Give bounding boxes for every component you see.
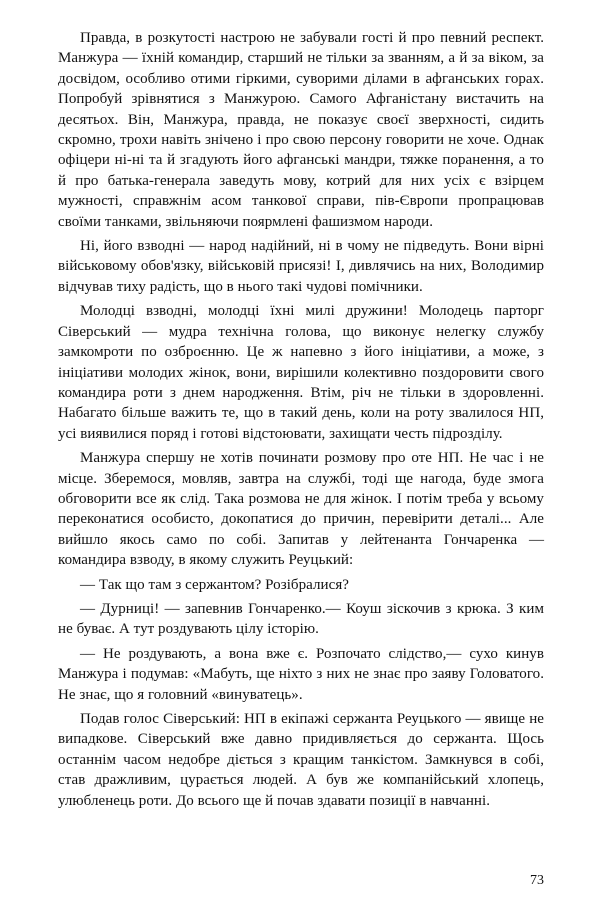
- paragraph: Манжура спершу не хотів починати розмову про оте НП. Не час і не місце. Зберемося, мовляв, завтра на службі, тоді ще нагода, буде змога обговорити все як слід. Така розмова не для жінок. І потім треба у всьому переконатися особисто, докопатися до причин, перевірити деталі... Але вийшло якось само по собі. Запитав у лейтенанта Гончаренка — командира взводу, в якому служить Реуцький:: [58, 450, 544, 569]
- dialogue-line: — Не роздувають, а вона вже є. Розпочато слідство,— сухо кинув Манжура і подумав: «Мабуть, ще ніхто з них не знає про заяву Головатого. Не знає, що я головний «винуватець».: [58, 645, 544, 703]
- paragraph: Правда, в розкутості настрою не забували гості й про певний респект. Манжура — їхній командир, старший не тільки за званням, а й за віком, за досвідом, особливо отими гіркими, суворими ділами в афганських горах. Попробуй зрівнятися з Манжурою. Самого Афганістану вистачить на десятьох. Він, Манжура, правда, не показує своєї зверхності, сидить скромно, трохи навіть знічено і про свою персону говорити не хоче. Однак офіцери ні-ні та й згадують його афганські мандри, тяжке поранення, а то й про батька-генерала заведуть мову, котрий для них усіх є взірцем мужності, справжнім асом танкової справи, пів-Європи пропрацював своїми танками, звільняючи поярмлені фашизмом народи.: [58, 30, 544, 230]
- paragraph: Молодці взводні, молодці їхні милі дружини! Молодець парторг Сіверський — мудра технічна голова, що виконує нелегку службу замкомроти по озброєнню. Це ж напевно з його ініціативи, а може, з ініціативи молодих жінок, вони, вирішили колективно поздоровити свого командира роти з днем народження. Втім, річ не тільки в здоровленні. Набагато більше важить те, що в такий день, коли на роту звалилося НП, усі виявилися поряд і готові відстоювати, захищати честь підрозділу.: [58, 303, 544, 442]
- paragraph: Ні, його взводні — народ надійний, ні в чому не підведуть. Вони вірні військовому обов'язку, військовій присязі! І, дивлячись на них, Володимир відчував тиху радість, що в нього такі чудові помічники.: [58, 238, 544, 295]
- page-body: [58, 28, 544, 908]
- dialogue-line: — Дурниці! — запевнив Гончаренко.— Коуш зіскочив з крюка. З ким не буває. А тут роздувають цілу історію.: [58, 600, 544, 638]
- paragraph: Подав голос Сіверський: НП в екіпажі сержанта Реуцького — явище не випадкове. Сіверський вже давно придивляється до сержанта. Щось останнім часом недобре діється з кращим танкістом. Замкнувся в собі, став дражливим, цурається людей. А був же компанійський хлопець, улюбленець роти. До всього ще й почав здавати позиції в навчанні.: [58, 711, 544, 809]
- page-number: 73: [530, 873, 544, 888]
- dialogue-line: — Так що там з сержантом? Розібралися?: [80, 576, 349, 593]
